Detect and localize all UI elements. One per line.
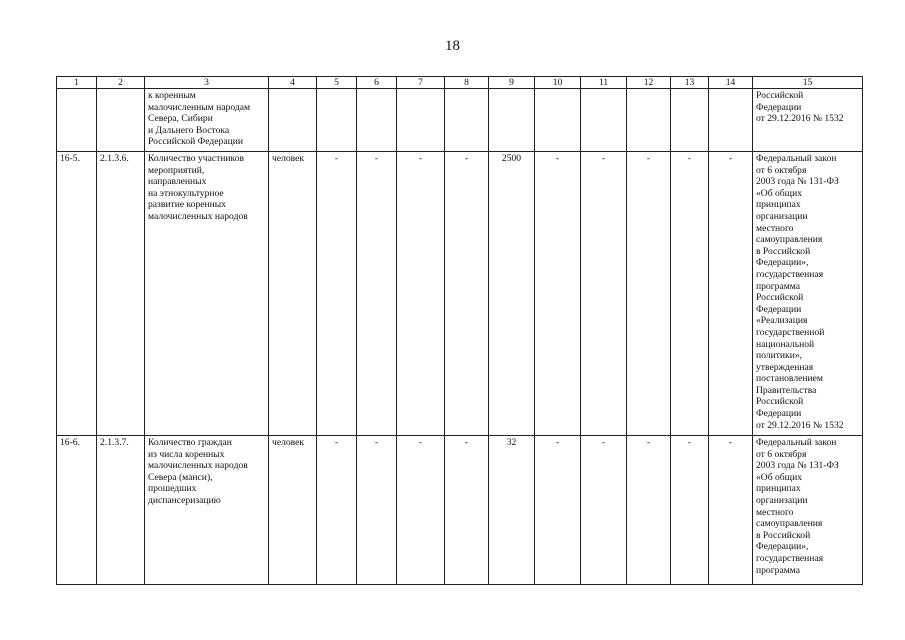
column-number: 10 (535, 77, 581, 89)
indicator-name (145, 152, 269, 436)
value-cell (709, 89, 753, 152)
column-number: 1 (57, 77, 97, 89)
column-number: 15 (753, 77, 863, 89)
table-row (57, 436, 863, 585)
value-cell (627, 89, 671, 152)
value-cell: - (397, 152, 445, 436)
value-cell (445, 89, 489, 152)
value-cell: - (445, 152, 489, 436)
indicator-name-text: Количество участников мероприятий, направленных на этнокультурное развитие коренных малочисленных народов (148, 153, 248, 222)
table-row (57, 152, 863, 436)
value-cell: - (397, 436, 445, 585)
value-cell: - (535, 152, 581, 436)
indicator-name-text: Количество граждан из числа коренных малочисленных народов Севера (манси), прошедших диспансеризацию (148, 437, 248, 506)
value-cell: - (709, 436, 753, 585)
value-cell (671, 89, 709, 152)
column-number: 4 (269, 77, 317, 89)
value-cell: - (357, 436, 397, 585)
value-cell: - (317, 436, 357, 585)
value-cell: - (357, 152, 397, 436)
unit (269, 89, 317, 152)
value-cell: - (627, 436, 671, 585)
column-number: 2 (97, 77, 145, 89)
row-number: 16-6. (57, 436, 97, 585)
legal-basis (753, 436, 863, 585)
legal-basis-text: Российской Федерации от 29.12.2016 № 1532 (756, 90, 844, 125)
value-cell: - (317, 152, 357, 436)
value-cell: - (671, 152, 709, 436)
value-cell: - (671, 436, 709, 585)
value-cell (535, 89, 581, 152)
row-number: 16-5. (57, 152, 97, 436)
value-cell (581, 89, 627, 152)
legal-basis-text: Федеральный закон от 6 октября 2003 года № 131-ФЗ «Об общих принципах организации местного самоуправления в Российской Федерации», государственная программа (756, 437, 839, 576)
value-cell (489, 89, 535, 152)
column-number: 6 (357, 77, 397, 89)
table-row (57, 89, 863, 152)
legal-basis (753, 152, 863, 436)
column-number: 8 (445, 77, 489, 89)
value-cell: - (535, 436, 581, 585)
column-number: 13 (671, 77, 709, 89)
value-cell: - (445, 436, 489, 585)
column-number: 5 (317, 77, 357, 89)
row-code (97, 89, 145, 152)
indicator-name-text: к коренным малочисленным народам Севера, Сибири и Дальнего Востока Российской Федерации (148, 90, 251, 148)
column-number: 7 (397, 77, 445, 89)
page-number: 18 (445, 38, 460, 54)
value-cell: - (627, 152, 671, 436)
unit: человек (269, 152, 317, 436)
value-cell (357, 89, 397, 152)
indicator-name (145, 89, 269, 152)
row-number (57, 89, 97, 152)
value-cell: - (581, 152, 627, 436)
value-cell: 2500 (489, 152, 535, 436)
column-number: 14 (709, 77, 753, 89)
row-code: 2.1.3.6. (97, 152, 145, 436)
legal-basis-text: Федеральный закон от 6 октября 2003 года № 131-ФЗ «Об общих принципах организации местного самоуправления в Российской Федерации», государственная программа Российской Федерации «Реализация государственной национальной политики», утвержденная постановлением Правительства Российской Федерации от 29.12.2016 № 1532 (756, 153, 844, 431)
value-cell: - (581, 436, 627, 585)
row-code: 2.1.3.7. (97, 436, 145, 585)
column-number: 9 (489, 77, 535, 89)
column-number-row (57, 77, 863, 89)
legal-basis (753, 89, 863, 152)
indicators-table (56, 76, 863, 585)
unit: человек (269, 436, 317, 585)
value-cell (397, 89, 445, 152)
value-cell: - (709, 152, 753, 436)
value-cell (317, 89, 357, 152)
column-number: 3 (145, 77, 269, 89)
column-number: 11 (581, 77, 627, 89)
indicator-name (145, 436, 269, 585)
column-number: 12 (627, 77, 671, 89)
value-cell: 32 (489, 436, 535, 585)
